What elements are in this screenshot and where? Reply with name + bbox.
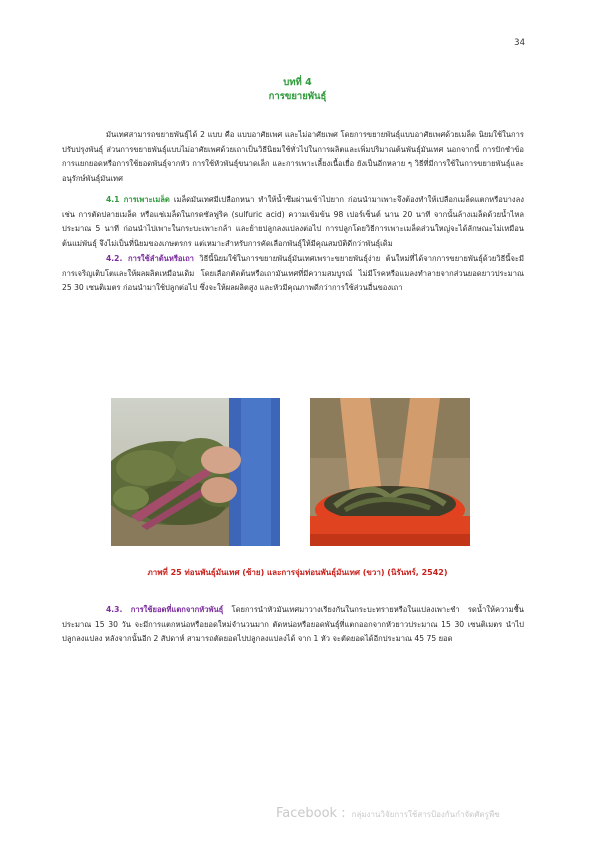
footer-brand: Facebook : [276, 806, 346, 821]
intro-text: มันเทศสามารถขยายพันธุ์ได้ 2 แบบ คือ แบบอาศัยเพศ และไม่อาศัยเพศ โดยการขยายพันธุ์แบบอาศัยเพศด้วยเมล็ด นิยมใช้ในการปรับปรุงพันธุ์ ส่วนการขยายพันธุ์แบบไม่อาศัยเพศด้วยเถาเป็นวิธีนิยมใช้ทั่วไปในการผลิตและเพิ่มปริมาณต้นพันธุ์มันเทศ นอกจากนี้ การปักชำข้อ การแยกยอดหรือการใช้ยอดพันธุ์จากหัว การใช้หัวพันธุ์ขนาดเล็ก และการเพาะเลี้ยงเนื้อเยื่อ ยังเป็นอีกหลาย ๆ วิธีที่มีการใช้ในการขยายพันธุ์และอนุรักษ์พันธุ์มันเทศ [62, 130, 524, 183]
intro-paragraph [62, 128, 524, 186]
section-sprout [62, 603, 524, 647]
section-text-vine: วิธีนี้นิยมใช้ในการขยายพันธุ์มันเทศเพราะขยายพันธุ์ง่าย ต้นใหม่ที่ได้จากการขยายพันธุ์ด้วยวิธีนี้จะมีการเจริญเติบโตและให้ผลผลิตเหมือนเดิม โดยเลือกตัดต้นหรือเถามันเทศที่มีความสมบูรณ์ ไม่มีโรคหรือแมลงทำลายจากส่วนยอดยาวประมาณ 25 30 เซนติเมตร ก่อนนำมาใช้ปลูกต่อไป ซึ่งจะให้ผลผลิตสูง และหัวมีคุณภาพดีกว่าการใช้ส่วนอื่นของเถา [62, 254, 524, 293]
section-seed [62, 193, 524, 251]
photo-dipping-cuttings-image [310, 398, 470, 546]
page-number: 34 [514, 38, 525, 48]
section-text-seed: เมล็ดมันเทศมีเปลือกหนา ทำให้น้ำซึมผ่านเข้าไปยาก ก่อนนำมาเพาะจึงต้องทำให้เปลือกเมล็ดแตกหรือบางลง เช่น การตัดปลายเมล็ด หรือแช่เมล็ดในกรดซัลฟูริค (sulfuric acid) ความเข้มข้น 98 เปอร์เซ็นต์ นาน 20 นาที จากนั้นล้างเมล็ดด้วยน้ำไหลประมาณ 5 นาที ก่อนนำไปเพาะในกระบะเพาะกล้า และย้ายปลูกลงแปลงต่อไป การปลูกโดยวิธีการเพาะเมล็ดส่วนใหญ่จะได้ลักษณะไม่เหมือนต้นแม่พันธุ์ จึงไม่เป็นที่นิยมของเกษตรกร แต่เหมาะสำหรับการคัดเลือกพันธุ์ให้มีคุณสมบัติดีกว่าพันธุ์เดิม [62, 195, 524, 248]
figure-caption: ภาพที่ 25 ท่อนพันธุ์มันเทศ (ซ้าย) และการจุ่มท่อนพันธุ์มันเทศ (ขวา) (นิรันทร์, 2542) [147, 568, 448, 577]
footer-watermark [276, 802, 500, 821]
section-text-sprout: โดยการนำหัวมันเทศมาวางเรียงกันในกระบะทรายหรือในแปลงเพาะชำ รดน้ำให้ความชื้นประมาณ 15 30 วัน จะมีการแตกหน่อหรือยอดใหม่จำนวนมาก ตัดหน่อหรือยอดพันธุ์ที่แตกออกจากหัวยาวประมาณ 15 30 เซนติเมตร นำไปปลูกลงแปลง หลังจากนั้นอีก 2 สัปดาห์ สามารถตัดยอดไปปลูกลงแปลงได้ จาก 1 หัว จะตัดยอดได้อีกประมาณ 45 75 ยอด [62, 605, 524, 644]
photo-cuttings-bundle [111, 398, 280, 546]
section-vine [62, 252, 524, 296]
section-heading-sprout: 4.3. การใช้ยอดที่แตกจากหัวพันธุ์ [106, 605, 224, 614]
photo-cuttings-bundle-image [111, 398, 280, 546]
section-heading-vine: 4.2. การใช้ลำต้นหรือเถา [106, 254, 194, 263]
footer-group: กลุ่มงานวิจัยการใช้สารป้องกันกำจัดศัตรูพืช [351, 810, 500, 819]
chapter-title: การขยายพันธุ์ [268, 91, 327, 102]
section-heading-seed: 4.1 การเพาะเมล็ด [106, 195, 170, 204]
chapter-number: บทที่ 4 [283, 77, 312, 88]
chapter-heading [0, 76, 595, 104]
photo-dipping-cuttings [310, 398, 470, 546]
